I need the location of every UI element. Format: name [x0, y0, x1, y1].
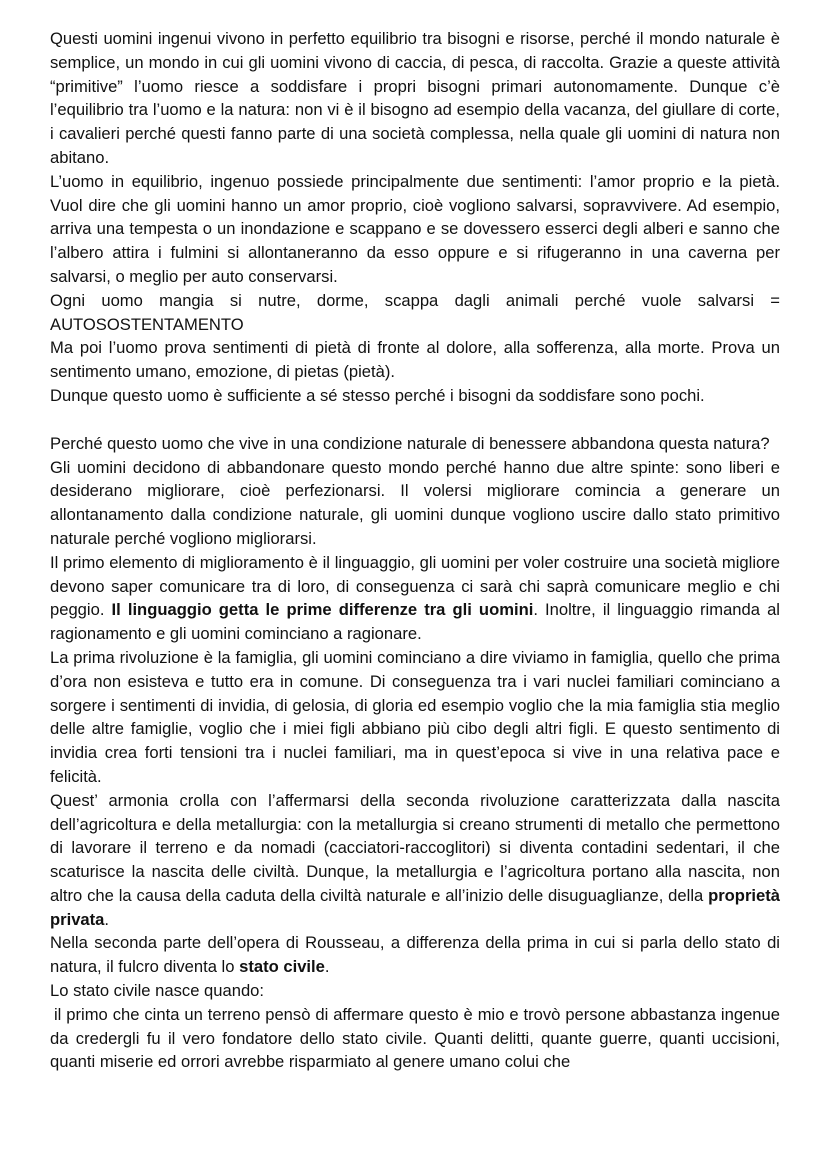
paragraph-10-after: .: [104, 909, 110, 929]
paragraph-8-after: . Inoltre, il linguaggio rimanda al ragionamento e gli uomini cominciano a ragionare.: [50, 600, 780, 644]
paragraph-2: L’uomo in equilibrio, ingenuo possiede principalmente due sentimenti: l’amor proprio e la pietà. Vuol dire che gli uomini hanno un amor proprio, cioè vogliono salvarsi, sopravvivere. Ad esempio, arriva una tempesta o un inondazione e scappano e se dovessero esserci degli alberi e sanno che l’albero attira i fulmini si allontaneranno da esso oppure e si rifugeranno in una caverna per salvarsi, o meglio per auto conservarsi.: [50, 171, 780, 286]
paragraph-8-before: Il primo elemento di miglioramento è il linguaggio, gli uomini per voler costruire una società migliore devono saper comunicare tra di loro, di conseguenza ci sarà chi saprà comunicare meglio e chi peggio.: [50, 552, 780, 620]
paragraph-12: Lo stato civile nasce quando:: [50, 981, 265, 1001]
paragraph-10: [50, 789, 780, 932]
paragraph-1: Questi uomini ingenui vivono in perfetto equilibrio tra bisogni e risorse, perché il mondo naturale è semplice, un mondo in cui gli uomini vivono di caccia, di pesca, di raccolta. Grazie a queste attività “primitive” l’uomo riesce a soddisfare i propri bisogni primari autonomamente. Dunque c’è l’equilibrio tra l’uomo e la natura: non vi è il bisogno ad esempio della vacanza, del giullare di corte, i cavalieri perché questi fanno parte di una società complessa, nella quale gli uomini di natura non abitano.: [50, 29, 780, 167]
paragraph-11-bold: stato civile: [239, 957, 325, 977]
paragraph-11-after: .: [324, 957, 330, 977]
paragraph-3: Ogni uomo mangia si nutre, dorme, scappa dagli animali perché vuole salvarsi = AUTOSOSTENTAMENTO: [50, 290, 780, 334]
paragraph-8-bold: Il linguaggio getta le prime differenze tra gli uomini: [111, 600, 534, 620]
paragraph-11-before: Nella seconda parte dell’opera di Rousseau, a differenza della prima in cui si parla dello stato di natura, il fulcro diventa lo: [50, 933, 780, 977]
paragraph-7: Gli uomini decidono di abbandonare questo mondo perché hanno due altre spinte: sono liberi e desiderano migliorare, cioè perfezionarsi. Il volersi migliorare comincia a generare un allontanamento dalla condizione naturale, gli uomini dunque vogliono uscire dallo stato primitivo naturale perché vogliono migliorarsi.: [50, 457, 780, 548]
paragraph-8: [50, 551, 780, 646]
paragraph-5: Dunque questo uomo è sufficiente a sé stesso perché i bisogni da soddisfare sono pochi.: [50, 385, 705, 405]
paragraph-6: Perché questo uomo che vive in una condizione naturale di benessere abbandona questa natura?: [50, 433, 770, 453]
paragraph-10-before: Quest’ armonia crolla con l’affermarsi della seconda rivoluzione caratterizzata dalla nascita dell’agricoltura e della metallurgia: con la metallurgia si creano strumenti di metallo che permettono di lavorare il terreno e da nomadi (cacciatori-raccoglitori) si diventa contadini sedentari, il che scaturisce la nascita delle civiltà. Dunque, la metallurgia e l’agricoltura portano alla nascita, non altro che la causa della caduta della civiltà naturale e all’inizio delle disuguaglianze, della: [50, 790, 780, 905]
paragraph-gap: [50, 408, 780, 432]
paragraph-9: La prima rivoluzione è la famiglia, gli uomini cominciano a dire viviamo in famiglia, quello che prima d’ora non esisteva e tutto era in comune. Di conseguenza tra i vari nuclei familiari cominciano a sorgere i sentimenti di invidia, di gelosia, di gloria ed esempio voglio che la mia famiglia stia meglio delle altre famiglie, voglio che i miei figli abbiano più cibo degli altri figli. E questo sentimento di invidia crea forti tensioni tra i nuclei familiari, ma in quest’epoca si vive in una relativa pace e felicità.: [50, 647, 780, 786]
paragraph-4: Ma poi l’uomo prova sentimenti di pietà di fronte al dolore, alla sofferenza, alla morte. Prova un sentimento umano, emozione, di pietas (pietà).: [50, 338, 780, 382]
paragraph-11: [50, 931, 780, 979]
paragraph-10-bold: proprietà privata: [50, 885, 780, 929]
document-page: [50, 27, 780, 1074]
paragraph-13: il primo che cinta un terreno pensò di affermare questo è mio e trovò persone abbastanza ingenue da credergli fu il vero fondatore dello stato civile. Quanti delitti, quante guerre, quanti uccisioni, quanti miserie ed orrori avrebbe risparmiato al genere umano colui che: [50, 1004, 780, 1072]
